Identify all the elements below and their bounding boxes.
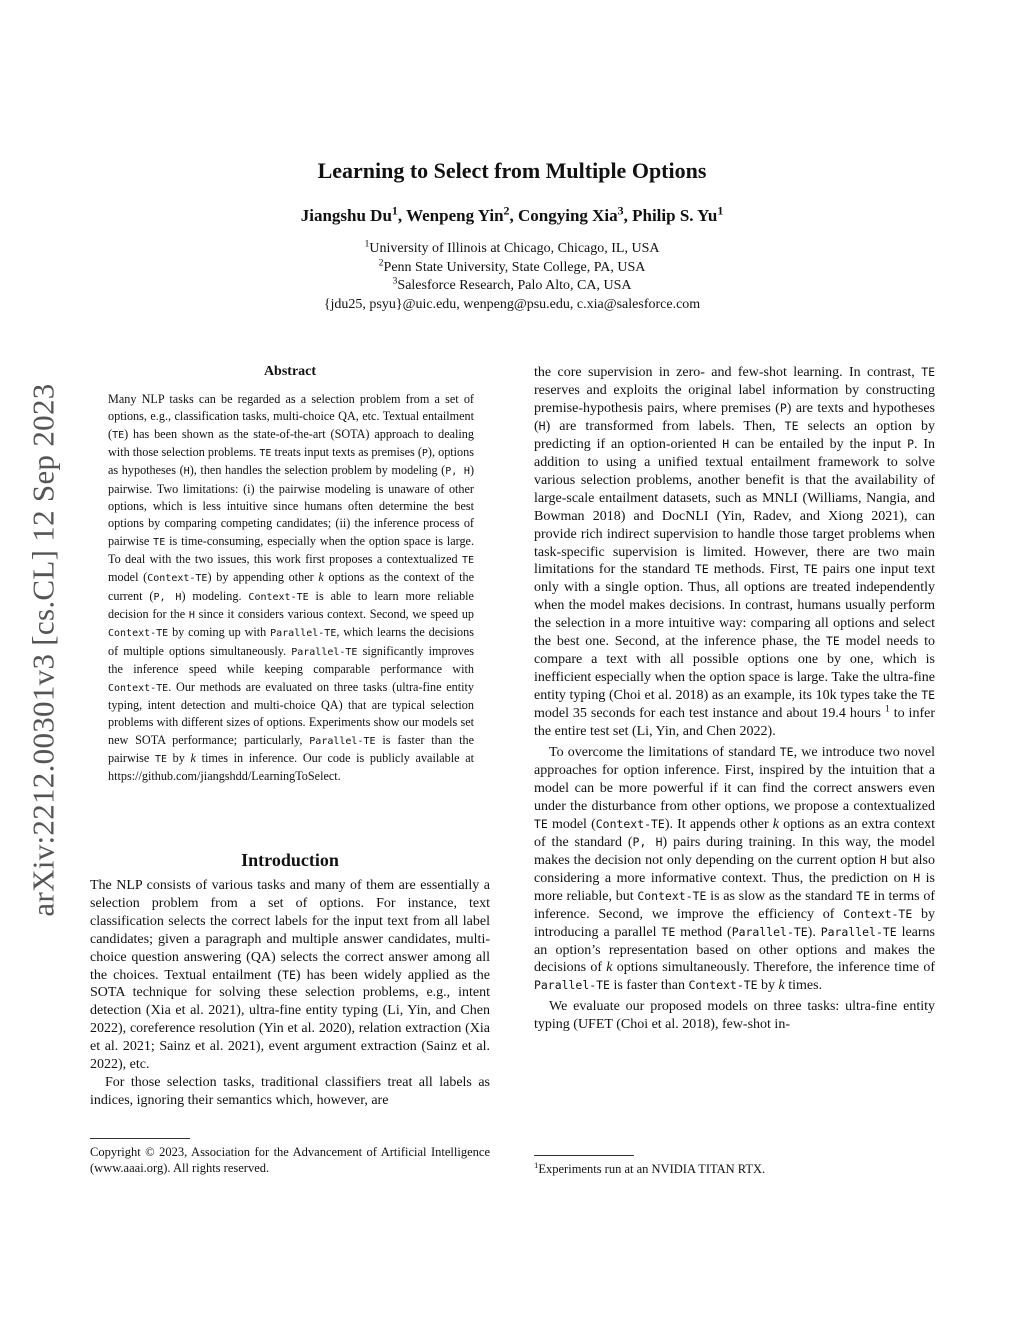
inline-code: P, H xyxy=(445,466,470,478)
right-column-body xyxy=(534,364,935,1034)
affiliation: $^1$University of Illinois at Chicago, Chicago, IL, USA xyxy=(364,238,660,256)
inline-code: TE xyxy=(803,562,818,577)
affiliations xyxy=(0,240,1024,314)
inline-code: Parallel-TE xyxy=(291,646,358,658)
affiliation: $^2$Penn State University, State College, PA, USA xyxy=(378,256,646,275)
inline-code: TE xyxy=(153,536,166,548)
inline-code: Context-TE xyxy=(108,682,169,694)
abstract-heading: Abstract xyxy=(263,364,317,379)
paragraph: the core supervision in zero- and few-shot learning. In contrast, TE reserves and exploits the original label information by constructing premise-hypothesis pairs, where premises (P) are texts and hypotheses (H) are transformed from labels. Then, TE selects an option by predicting if an option-oriented H can be entailed by the input P. In addition to using a unified textual entailment framework to solve various selection problems, another benefit is that the availability of large-scale entailment datasets, such as MNLI (Williams, Nangia, and Bowman 2018) and DocNLI (Yin, Radev, and Xiong 2021), can provide rich indirect supervision to handle those target problems when task-specific supervision is limited. However, there are two main limitations for the standard TE methods. First, TE pairs one input text only with a single option. Thus, all options are treated independently when the model makes decisions. In contrast, humans usually perform the selection in a more intuitive way: comparing all options and select the best one. Second, at the inference phase, the TE model needs to compare a text with all possible options one by one, which is inefficient especially when the option space is large. Take the ultra-fine entity typing (Choi et al. 2018) as an example, its 10k types take the TE model 35 seconds for each test instance and about 19.4 hours $^1$ to infer the entire test set (Li, Yin, and Chen 2022). xyxy=(534,365,936,740)
affiliation: $^3$Salesforce Research, Palo Alto, CA, USA xyxy=(392,275,632,293)
inline-code: TE xyxy=(112,429,125,441)
math-variable: k xyxy=(772,816,779,832)
copyright-notice: Copyright © 2023, Association for the Advancement of Artificial Intelligence (www.aaai.org). All rights reserved. xyxy=(90,1145,490,1175)
inline-code: P xyxy=(421,448,428,460)
copyright-divider xyxy=(90,1138,190,1139)
paragraph: The NLP consists of various tasks and many of them are essentially a selection problem from a set of options. For instance, text classification selects the correct labels for the input text from all label candidates; given a paragraph and multiple answer candidates, multi-choice question answering (QA) selects the correct answer among all the choices. Textual entailment (TE) has been widely applied as the SOTA technique for solving these selection problems, e.g., intent detection (Xia et al. 2021), ultra-fine entity typing (Li, Yin, and Chen 2022), coreference resolution (Yin et al. 2020), relation extraction (Xia et al. 2021; Sainz et al. 2021), event argument extraction (Sainz et al. 2022), etc. xyxy=(90,878,490,1073)
inline-code: TE xyxy=(784,418,799,433)
inline-code: H xyxy=(183,466,190,478)
inline-code: TE xyxy=(282,967,296,982)
author: Congying Xia$^3$ xyxy=(517,203,624,225)
inline-code: Context-TE xyxy=(843,906,913,921)
inline-code: Parallel-TE xyxy=(731,924,808,939)
abstract-text: Many NLP tasks can be regarded as a selection problem from a set of options, e.g., classification tasks, multi-choice QA, etc. Textual entailment (TE) has been shown as the state-of-the-art (SOTA) approach to dealing with those selection problems. TE treats input texts as premises (P), options as hypotheses (H), then handles the selection problem by modeling (P, H) pairwise. Two limitations: (i) the pairwise modeling is unaware of other options, which is less intuitive since humans often determine the best options by comparing competing candidates; (ii) the inference process of pairwise TE is time-consuming, especially when the option space is large. To deal with the two issues, this work first proposes a contextualized TE model (Context-TE) by appending other k options as the context of the current (P, H) modeling. Context-TE is able to learn more reliable decision for the H since it considers various context. Second, we speed up Context-TE by coming up with Parallel-TE, which learns the decisions of multiple options simultaneously. Parallel-TE significantly improves the inference speed while keeping comparable performance with Context-TE. Our methods are evaluated on three tasks (ultra-fine entity typing, intent detection and multi-choice QA) that are typical selection problems with different sizes of options. Experiments show our models set new SOTA performance; particularly, Parallel-TE is faster than the pairwise TE by k times in inference. Our code is publicly available at https://github.com/jiangshdd/LearningToSelect. xyxy=(108,392,475,784)
author: Philip S. Yu$^1$ xyxy=(632,203,724,225)
inline-code: Context-TE xyxy=(108,628,169,640)
inline-code: Context-TE xyxy=(595,816,665,831)
arxiv-identifier-text: arXiv:2212.00301v3 [cs.CL] 12 Sep 2023 xyxy=(26,383,61,917)
arxiv-identifier xyxy=(22,355,66,945)
math-variable: k xyxy=(318,570,324,585)
inline-code: TE xyxy=(694,562,709,577)
inline-code: Context-TE xyxy=(637,888,707,903)
inline-code: TE xyxy=(534,816,548,831)
inline-code: TE xyxy=(154,753,167,765)
inline-code: TE xyxy=(779,745,794,760)
paragraph: To overcome the limitations of standard TE, we introduce two novel approaches for option inference. First, inspired by the intuition that a model can be more powerful if it can find the correct answers even under the disturbance from other options, we propose a contextualized TE model (Context-TE). It appends other k options as an extra context of the standard (P, H) pairs during training. In this way, the model makes the decision not only depending on the current option H but also considering a more informative context. Thus, the prediction on H is more reliable, but Context-TE is as slow as the standard TE in terms of inference. Second, we improve the efficiency of Context-TE by introducing a parallel TE method (Parallel-TE). Parallel-TE learns an option’s representation based on other options and makes the decisions of k options simultaneously. Therefore, the inference time of Parallel-TE is faster than Context-TE by k times. xyxy=(534,745,936,994)
inline-code: TE xyxy=(259,448,272,460)
inline-code: Context-TE xyxy=(147,573,208,585)
inline-code: P, H xyxy=(632,834,663,849)
inline-code: Parallel-TE xyxy=(534,978,610,993)
author-list: Jiangshu Du$^1$, Wenpeng Yin$^2$, Congying Xia$^3$, Philip S. Yu$^1$ xyxy=(300,203,724,225)
introduction-heading: Introduction xyxy=(241,850,339,870)
inline-code: H xyxy=(913,870,921,885)
inline-code: Parallel-TE xyxy=(309,735,376,747)
introduction-body xyxy=(90,877,490,1110)
paragraph: We evaluate our proposed models on three tasks: ultra-fine entity typing (UFET (Choi et al. 2018), few-shot in- xyxy=(534,999,935,1033)
inline-code: H xyxy=(188,610,195,622)
inline-code: H xyxy=(722,436,730,451)
inline-code: TE xyxy=(856,888,871,903)
inline-code: P xyxy=(907,436,914,451)
author: Wenpeng Yin$^2$ xyxy=(406,203,510,225)
inline-code: TE xyxy=(826,634,840,649)
author: Jiangshu Du$^1$ xyxy=(300,203,398,225)
math-variable: k xyxy=(778,978,785,994)
inline-code: H xyxy=(879,852,887,867)
author-emails: {jdu25, psyu}@uic.edu, wenpeng@psu.edu, c.xia@salesforce.com xyxy=(323,296,701,312)
footnote-marker: 1 xyxy=(884,703,890,715)
inline-code: TE xyxy=(921,365,935,379)
inline-code: Parallel-TE xyxy=(820,924,897,939)
inline-code: Context-TE xyxy=(248,591,309,603)
inline-code: P xyxy=(779,400,787,415)
paper-title: Learning to Select from Multiple Options xyxy=(317,158,707,183)
inline-code: P, H xyxy=(153,591,182,603)
footnote-divider xyxy=(534,1155,634,1156)
inline-code: Parallel-TE xyxy=(270,628,337,640)
paragraph: For those selection tasks, traditional classifiers treat all labels as indices, ignoring their semantics which, however, are xyxy=(90,1074,490,1108)
inline-code: TE xyxy=(921,688,935,703)
inline-code: H xyxy=(538,418,546,433)
inline-code: Context-TE xyxy=(688,978,758,993)
math-variable: k xyxy=(606,960,613,976)
inline-code: TE xyxy=(461,555,474,567)
inline-code: TE xyxy=(661,924,676,939)
footnote: $^1$Experiments run at an NVIDIA TITAN RTX. xyxy=(534,1159,766,1176)
math-variable: k xyxy=(190,750,196,765)
